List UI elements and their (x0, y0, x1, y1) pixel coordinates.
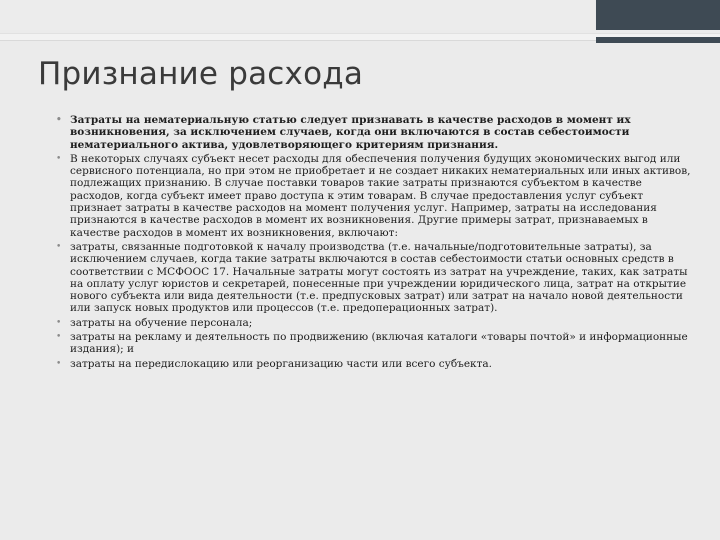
bullet-item: • затраты, связанные подготовкой к началу производства (т.е. начальные/подготовительные затраты), за исключением случаев, когда такие затраты включаются в состав себестоимости статьи основных средств в соответствии с МСФООС 17. Начальные затраты могут состоять из затрат на учреждение, таких, как затраты на оплату услуг юристов и секретарей, понесенные при учреждении юридического лица, затрат на открытие нового субъекта или вида деятельности (т.е. предпусковых затрат) или затрат на начало новой деятельности или запуск новых продуктов или процессов (т.е. предоперационных затрат). (56, 241, 691, 315)
header-accent-block (596, 0, 720, 30)
header-band (0, 0, 595, 30)
bullet-item: • затраты на обучение персонала; (56, 317, 691, 329)
header-divider (0, 33, 720, 41)
bullet-item: • В некоторых случаях субъект несет расходы для обеспечения получения будущих экономических выгод или сервисного потенциала, но при этом не приобретает и не создает никаких нематериальных или иных активов, подлежащих признанию. В случае поставки товаров такие затраты признаются субъектом в качестве расходов, когда субъект имеет право доступа к этим товарам. В случае предоставления услуг субъект признает затраты в качестве расходов на момент получения услуг. Например, затраты на исследования признаются в качестве расходов в момент их возникновения. Другие примеры затрат, признаваемых в качестве расходов в момент их возникновения, включают: (56, 153, 691, 239)
bullet-item: • затраты на рекламу и деятельность по продвижению (включая каталоги «товары почтой» и информационные издания); и (56, 331, 691, 356)
bullet-list (56, 114, 691, 372)
divider-accent-tab (596, 37, 720, 43)
bullet-item: • затраты на передислокацию или реорганизацию части или всего субъекта. (56, 358, 691, 370)
slide-title: Признание расхода (38, 56, 364, 92)
header-bar (0, 0, 720, 30)
bullet-item: • Затраты на нематериальную статью следует признавать в качестве расходов в момент их возникновения, за исключением случаев, когда они включаются в состав себестоимости нематериального актива, удовлетворяющего критериям признания. (56, 114, 691, 151)
